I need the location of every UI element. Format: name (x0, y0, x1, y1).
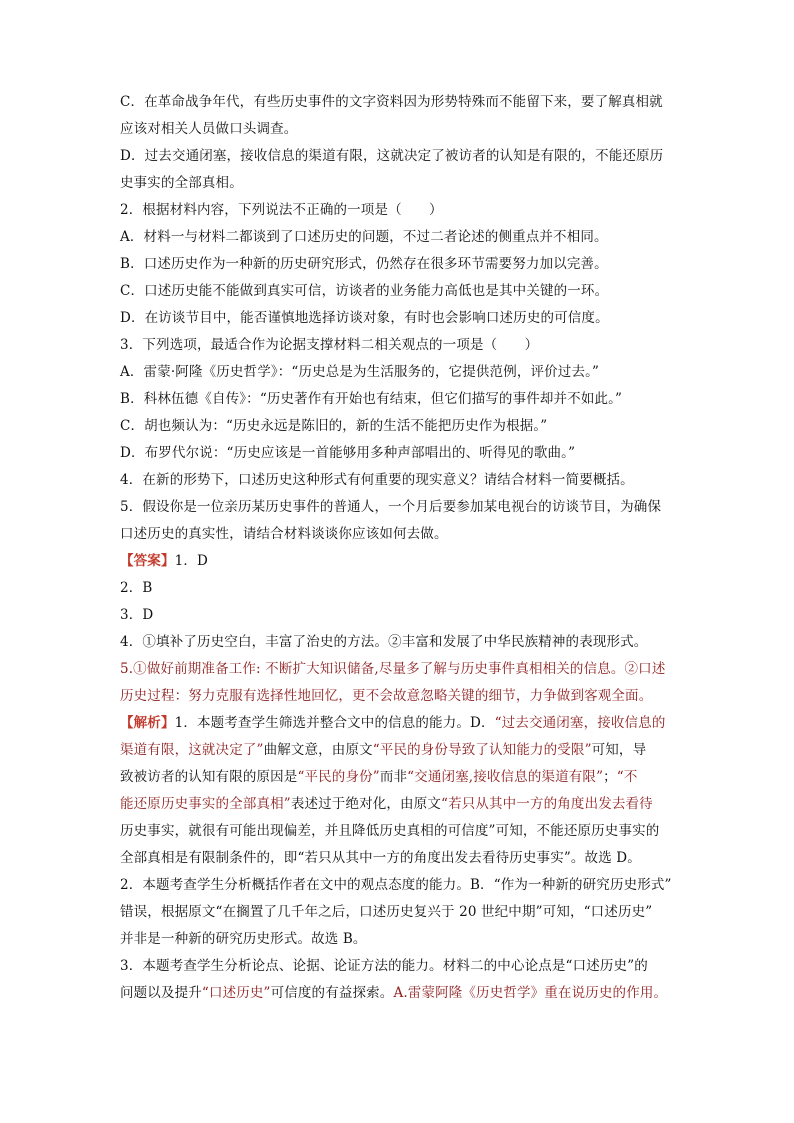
analysis-label: 【解析】 (120, 715, 175, 731)
text-line: 口述历史的真实性，请结合材料谈谈你应该如何去做。 (120, 526, 448, 542)
answer-1: 1．D (174, 553, 208, 569)
quote: “不 (616, 769, 638, 785)
option-b: B．口述历史作为一种新的历史研究形式，仍然存在很多环节需要努力加以完善。 (120, 256, 608, 272)
question-5: 5．假设你是一位亲历某历史事件的普通人，一个月后要参加某电视台的访谈节目，为确保 (120, 499, 662, 515)
analysis-text: 而非 (379, 769, 408, 785)
quote: “平民的身份” (297, 769, 380, 785)
analysis-text: 可信度的有益探索。 (270, 985, 394, 1001)
document-page (120, 89, 680, 1007)
option-a: A．雷蒙·阿隆《历史哲学》：“历史总是为生活服务的，它提供范例，评价过去。” (120, 364, 600, 380)
quote: 渠道有限，这就决定了” (120, 742, 264, 758)
answer-2: 2．B (120, 580, 153, 596)
analysis-line: 全部真相是有限制条件的，即“若只从其中一方的角度出发去看待历史事实”。故选 D。 (120, 850, 641, 866)
answer-5 (120, 656, 680, 683)
answer-3: 3．D (120, 607, 154, 623)
answer-line (120, 548, 680, 575)
analysis-line: 历史事实，就很有可能出现偏差，并且降低历史真相的可信度”可知，不能还原历史事实的 (120, 823, 660, 839)
answer-5-cont: 历史过程：努力克服有选择性地回忆，更不会故意忽略关键的细节，力争做到客观全面。 (120, 688, 653, 704)
analysis-text: 1．本题考查学生筛选并整合文中的信息的能力。D． (174, 715, 495, 731)
option-c: C．胡也频认为：“历史永远是陈旧的，新的生活不能把历史作为根据。” (120, 418, 548, 434)
analysis-line: 错误，根据原文“在搁置了几千年之后，口述历史复兴于 20 世纪中期”可知，“口述历史” (120, 904, 653, 920)
quote: “平民的身份导致了认知能力的受限” (372, 742, 592, 758)
analysis-text: 可知，导 (591, 742, 647, 758)
option-d: D．在访谈节目中，能否谨慎地选择访谈对象，有时也会影响口述历史的可信度。 (120, 310, 609, 326)
analysis-text: 致被访者的认知有限的原因是 (120, 769, 298, 785)
option-d: D．布罗代尔说：“历史应该是一首能够用多种声部唱出的、听得见的歌曲。” (120, 445, 576, 461)
analysis-text: 表述过于绝对化，由原文 (290, 796, 442, 812)
analysis-line (120, 764, 680, 791)
answer-5-text: 不断扩大知识储备,尽量多了解与历史事件真相相关的信息。②口述 (260, 661, 666, 677)
answer-label: 【答案】 (120, 553, 175, 569)
analysis-text: ； (603, 769, 617, 785)
analysis-line (120, 710, 680, 737)
analysis-line (120, 791, 680, 818)
answer-5-heading: 5.①做好前期准备工作: (120, 661, 261, 677)
analysis-line (120, 737, 680, 764)
quote: “过去交通闭塞，接收信息的 (494, 715, 666, 731)
question-3: 3．下列选项，最适合作为论据支撑材料二相关观点的一项是（ ） (120, 337, 539, 353)
quote: 能还原历史事实的全部真相” (120, 796, 291, 812)
question-2: 2．根据材料内容，下列说法不正确的一项是（ ） (120, 202, 443, 218)
text-line: 应该对相关人员做口头调查。 (120, 121, 298, 137)
text-line: D．过去交通闭塞，接收信息的渠道有限，这就决定了被访者的认知是有限的，不能还原历 (120, 148, 664, 164)
quote: “若只从其中一方的角度出发去看待 (441, 796, 653, 812)
option-b: B．科林伍德《自传》：“历史著作有开始也有结束，但它们描写的事件却并不如此。” (120, 391, 623, 407)
text-line: 史事实的全部真相。 (120, 175, 243, 191)
option-c: C．口述历史能不能做到真实可信，访谈者的业务能力高低也是其中关键的一环。 (120, 283, 609, 299)
analysis-line (120, 980, 680, 1007)
quote: A.雷蒙阿隆《历史哲学》重在说历史的作用。 (393, 985, 668, 1001)
quote: “交通闭塞,接收信息的渠道有限” (407, 769, 604, 785)
analysis-text: 问题以及提升 (120, 985, 202, 1001)
text-line: C．在革命战争年代，有些历史事件的文字资料因为形势特殊而不能留下来，要了解真相就 (120, 94, 663, 110)
analysis-line: 并非是一种新的研究历史形式。故选 B。 (120, 931, 367, 947)
answer-4: 4．①填补了历史空白，丰富了治史的方法。②丰富和发展了中华民族精神的表现形式。 (120, 634, 648, 650)
analysis-line: 2．本题考查学生分析概括作者在文中的观点态度的能力。B．“作为一种新的研究历史形式” (120, 877, 672, 893)
option-a: A．材料一与材料二都谈到了口述历史的问题，不过二者论述的侧重点并不相同。 (120, 229, 608, 245)
analysis-line: 3．本题考查学生分析论点、论据、论证方法的能力。材料二的中心论点是“口述历史”的 (120, 958, 648, 974)
question-4: 4．在新的形势下，口述历史这种形式有何重要的现实意义？请结合材料一简要概括。 (120, 472, 634, 488)
quote: “口述历史” (201, 985, 271, 1001)
analysis-text: 曲解文意，由原文 (263, 742, 373, 758)
